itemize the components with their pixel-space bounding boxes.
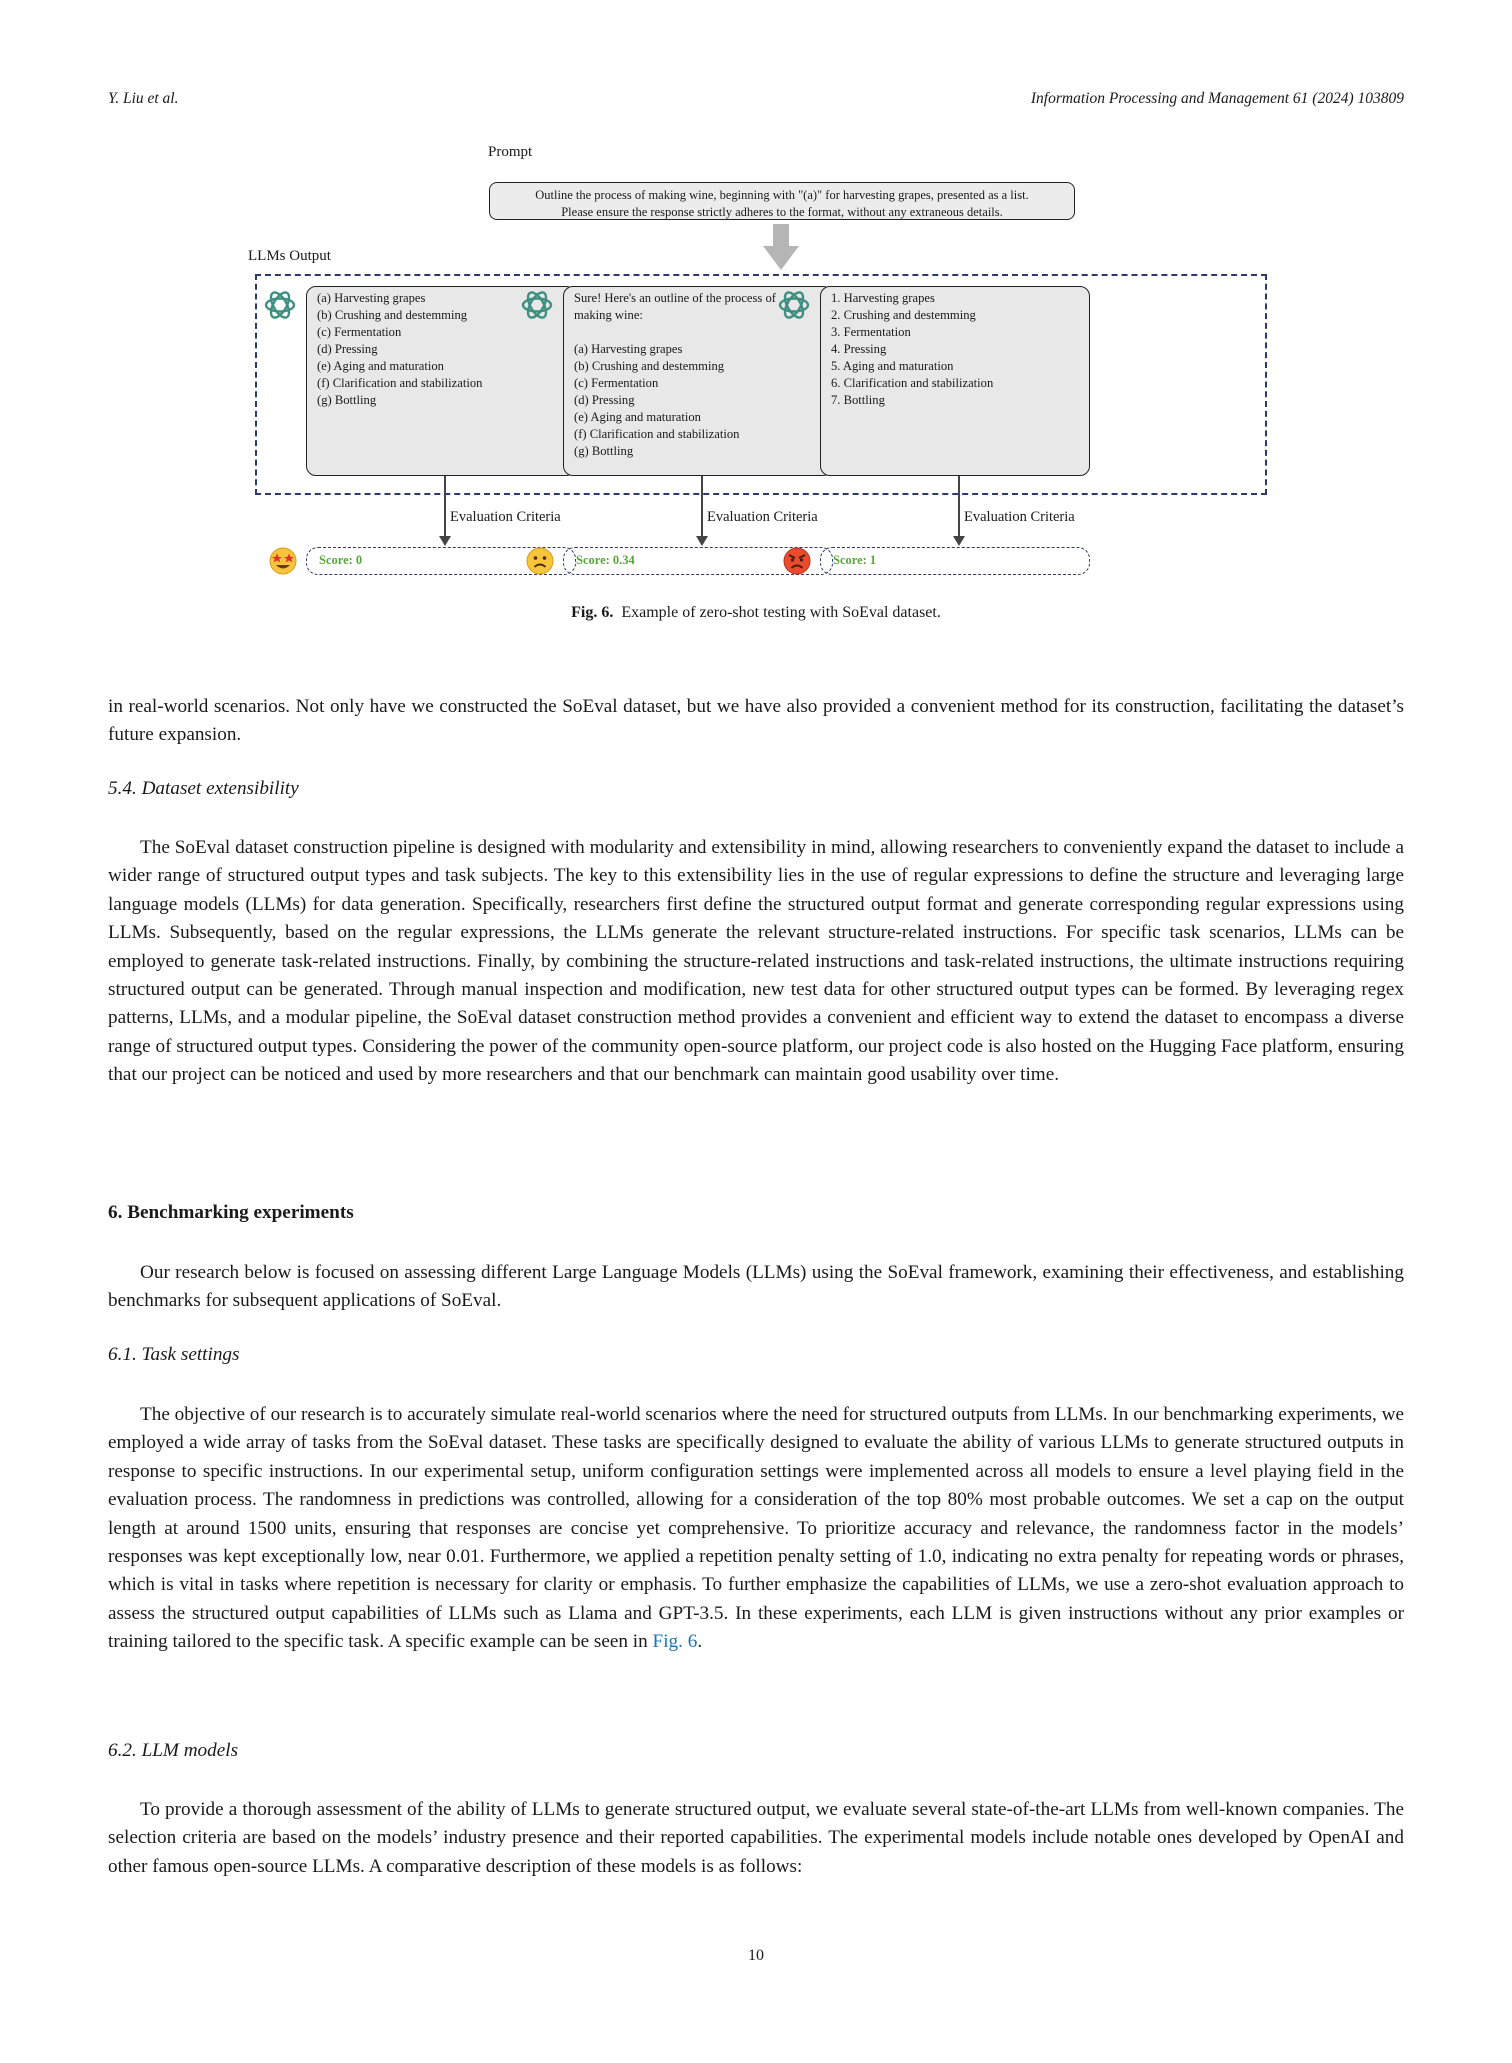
evaluation-criteria-label: Evaluation Criteria	[964, 509, 1075, 525]
figure-caption-text: Example of zero-shot testing with SoEval dataset.	[621, 604, 941, 621]
down-arrow-icon	[763, 224, 799, 270]
output-line: (a) Harvesting grapes	[574, 342, 683, 356]
score-box-2: Score: 0.34	[563, 547, 833, 575]
output-line: Sure! Here's an outline of the process of	[574, 291, 776, 305]
openai-logo-icon	[520, 288, 554, 322]
evaluation-criteria-label: Evaluation Criteria	[707, 509, 818, 525]
llm-output-label: LLMs Output	[248, 248, 331, 264]
output-line: 5. Aging and maturation	[831, 359, 954, 373]
connector-line	[701, 476, 703, 538]
page-number: 10	[748, 1947, 764, 1964]
output-line: (f) Clarification and stabilization	[574, 427, 740, 441]
output-line: (b) Crushing and destemming	[574, 359, 725, 373]
output-line: 7. Bottling	[831, 393, 885, 407]
output-box-3	[820, 286, 1090, 476]
paragraph-5-4: The SoEval dataset construction pipeline is designed with modularity and extensibility in mind, allowing researchers to conveniently expand the dataset to include a wider range of structured output types and task subjects. The key to this extensibility lies in the use of regular expressions to define the structure and leveraging large language models (LLMs) for data generation. Specifically, researchers first define the structured output format and generate corresponding regular expressions using LLMs. Subsequently, based on the regular expressions, the LLMs generate the relevant structure-related instructions. For specific task scenarios, LLMs can be employed to generate task-related instructions. Finally, by combining the structure-related instructions and task-related instructions, the ultimate instructions requiring structured output can be generated. Through manual inspection and modification, new test data for other structured output types can be formed. By leveraging regex patterns, LLMs, and a modular pipeline, the SoEval dataset construction method provides a convenient and efficient way to extend the dataset to encompass a diverse range of structured output types. Considering the power of the community open-source platform, our project code is also hosted on the Hugging Face platform, ensuring that our project can be noticed and used by more researchers and that our benchmark can maintain good usability over time.	[108, 837, 1404, 1086]
output-line: (b) Crushing and destemming	[317, 308, 468, 322]
output-line: (c) Fermentation	[574, 376, 659, 390]
prompt-label: Prompt	[488, 144, 533, 160]
openai-logo-icon	[263, 288, 297, 322]
figure-caption-label: Fig. 6.	[571, 604, 614, 621]
section-5-4-title: 5.4. Dataset extensibility	[108, 778, 299, 799]
prompt-box	[489, 182, 1075, 220]
output-line: (d) Pressing	[317, 342, 378, 356]
arrow-down-icon	[696, 536, 708, 546]
arrow-down-icon	[953, 536, 965, 546]
evaluation-criteria-label: Evaluation Criteria	[450, 509, 561, 525]
prompt-line: Outline the process of making wine, beginning with "(a)" for harvesting grapes, presented as a list.	[535, 188, 1029, 202]
output-line	[574, 324, 822, 341]
prompt-line: Please ensure the response strictly adheres to the format, without any extraneous details.	[561, 205, 1003, 219]
output-line: (e) Aging and maturation	[574, 410, 701, 424]
output-line: (e) Aging and maturation	[317, 359, 444, 373]
output-line: (d) Pressing	[574, 393, 635, 407]
figure-caption	[0, 604, 1512, 622]
output-line: 4. Pressing	[831, 342, 887, 356]
paragraph-6-1-end: .	[697, 1631, 703, 1653]
output-line: making wine:	[574, 308, 643, 322]
angry-emoji-icon	[782, 546, 812, 576]
arrow-down-icon	[439, 536, 451, 546]
section-6-2-title: 6.2. LLM models	[108, 1740, 239, 1761]
running-header-authors: Y. Liu et al.	[108, 90, 179, 107]
paragraph-6-1	[108, 1401, 1404, 1657]
output-line: (f) Clarification and stabilization	[317, 376, 483, 390]
output-line: 3. Fermentation	[831, 325, 911, 339]
figure-6	[230, 138, 1280, 618]
frowning-emoji-icon	[525, 546, 555, 576]
output-line: (a) Harvesting grapes	[317, 291, 426, 305]
section-6-1-title: 6.1. Task settings	[108, 1344, 240, 1365]
paragraph-6-2: To provide a thorough assessment of the ability of LLMs to generate structured output, we evaluate several state-of-the-art LLMs from well-known companies. The selection criteria are based on the models’ industry presence and their reported capabilities. The experimental models include notable ones developed by OpenAI and other famous open-source LLMs. A comparative description of these models is as follows:	[108, 1799, 1404, 1877]
output-line: 2. Crushing and destemming	[831, 308, 976, 322]
connector-line	[444, 476, 446, 538]
output-line: (g) Bottling	[574, 444, 634, 458]
output-line: 1. Harvesting grapes	[831, 291, 935, 305]
output-line: (c) Fermentation	[317, 325, 402, 339]
score-box-1: Score: 0	[306, 547, 576, 575]
paragraph-6-1-text: The objective of our research is to accurately simulate real-world scenarios where the need for structured outputs from LLMs. In our benchmarking experiments, we employed a wide array of tasks from the SoEval dataset. These tasks are specifically designed to evaluate the ability of various LLMs to generate structured outputs in response to specific instructions. In our experimental setup, uniform configuration settings were implemented across all models to ensure a level playing field in the evaluation process. The randomness in predictions was controlled, allowing for a consideration of the top 80% most probable outcomes. We set a cap on the output length at around 1500 units, ensuring that responses are concise yet comprehensive. To prioritize accuracy and relevance, the randomness factor in the models’ responses was kept exceptionally low, near 0.01. Furthermore, we applied a repetition penalty setting of 1.0, indicating no extra penalty for repeating words or phrases, which is vital in tasks where repetition is necessary for clarity or emphasis. To further emphasize the capabilities of LLMs, we use a zero-shot evaluation approach to assess the structured output capabilities of LLMs such as Llama and GPT-3.5. In these experiments, each LLM is given instructions without any prior examples or training tailored to the specific task. A specific example can be seen in	[108, 1404, 1404, 1653]
paragraph-intro: in real-world scenarios. Not only have we constructed the SoEval dataset, but we have also provided a convenient method for its construction, facilitating the dataset’s future expansion.	[108, 696, 1404, 746]
output-line: (g) Bottling	[317, 393, 377, 407]
running-header-journal: Information Processing and Management 61 (2024) 103809	[1030, 90, 1404, 107]
openai-logo-icon	[777, 288, 811, 322]
section-6-title: 6. Benchmarking experiments	[108, 1202, 354, 1223]
connector-line	[958, 476, 960, 538]
fig-6-link[interactable]: Fig. 6	[652, 1631, 698, 1653]
star-eyes-emoji-icon	[268, 546, 298, 576]
output-line: 6. Clarification and stabilization	[831, 376, 994, 390]
score-box-3: Score: 1	[820, 547, 1090, 575]
paragraph-6: Our research below is focused on assessing different Large Language Models (LLMs) using the SoEval framework, examining their effectiveness, and establishing benchmarks for subsequent applications of SoEval.	[108, 1262, 1404, 1312]
